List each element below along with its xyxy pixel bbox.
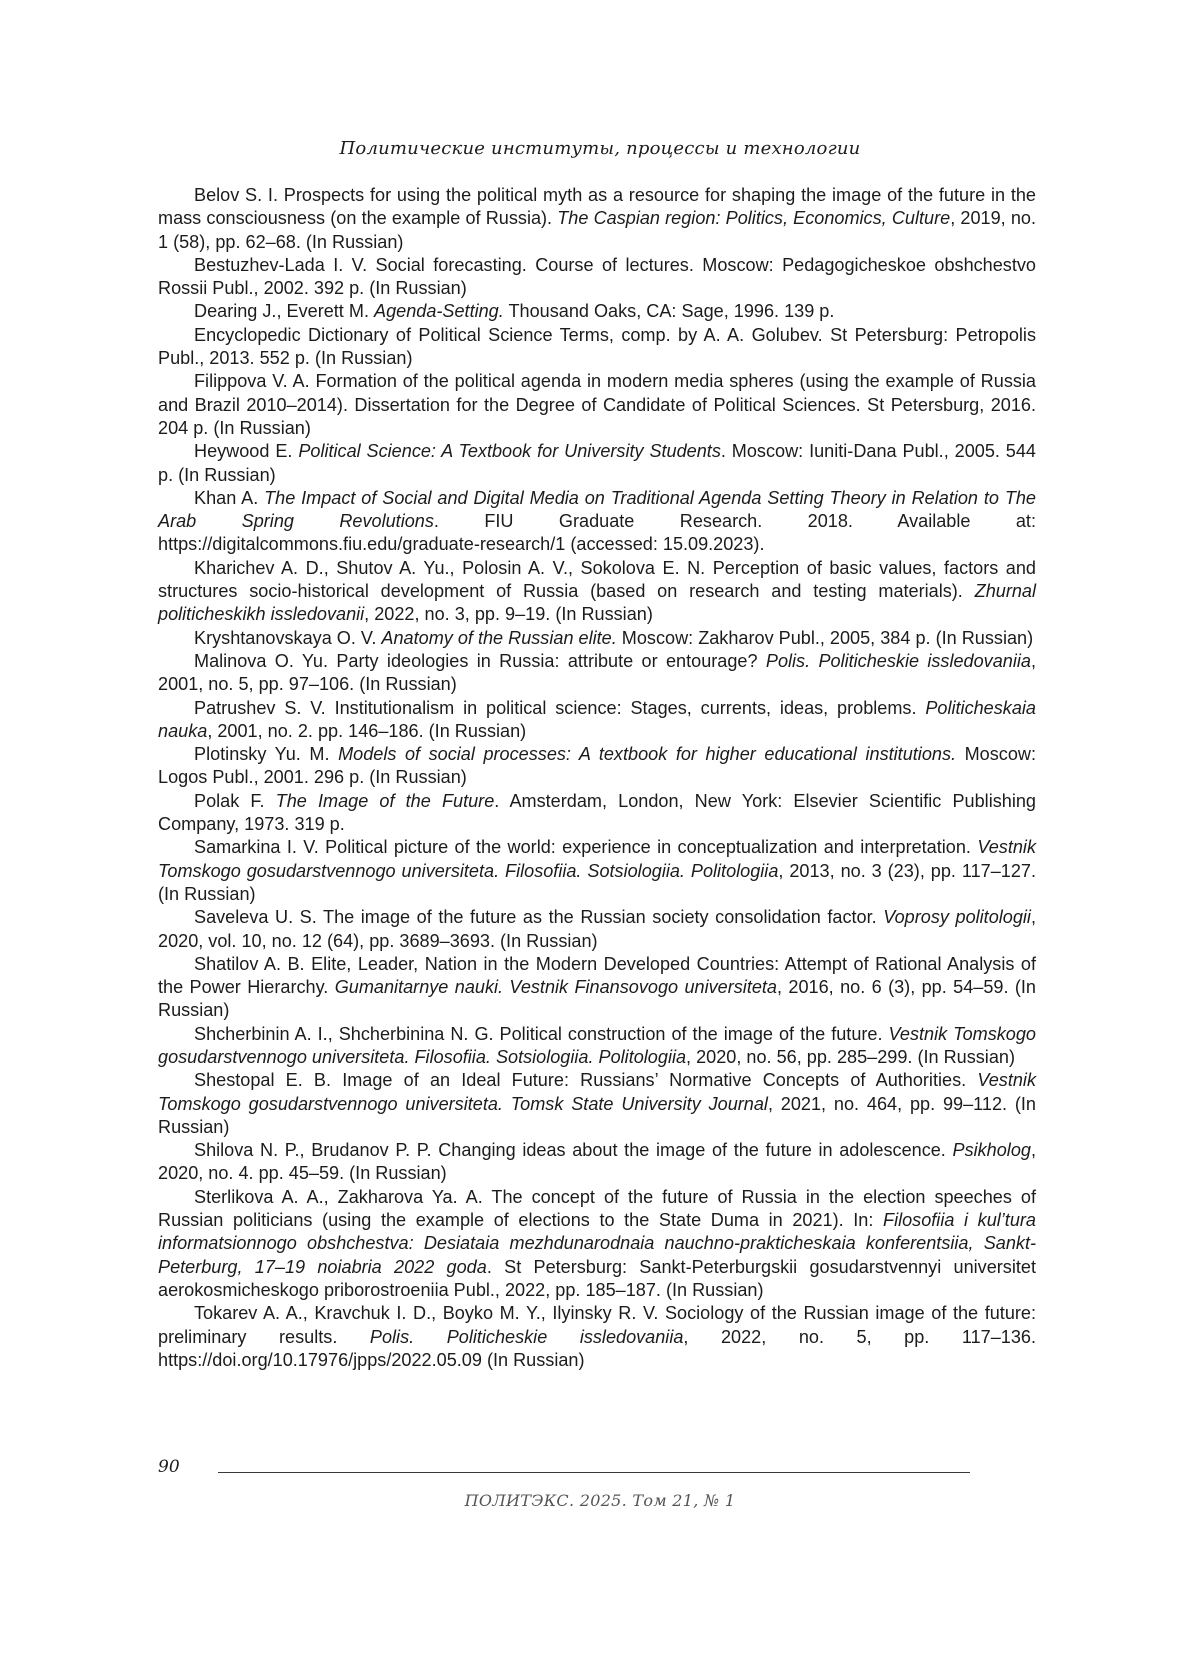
reference-title-italic: Vestnik Tomskogo gosudarstvennogo universiteta. Filosofiia. Sotsiologiia. Politologiia — [158, 1023, 1036, 1067]
reference-item — [158, 697, 1036, 744]
reference-title-italic: Zhurnal politicheskikh issledovanii — [158, 581, 1036, 625]
reference-item — [158, 953, 1036, 1023]
reference-item — [158, 1186, 1036, 1302]
reference-item — [158, 1139, 1036, 1186]
reference-text: Filippova V. A. Formation of the political agenda in modern media spheres (using the example of Russia and Brazil 2010–2014). Dissertation for the Degree of Candidate of Political Sciences. St Petersburg, 2016. 204 p. (In Russian) — [158, 371, 1036, 438]
reference-item — [158, 1023, 1036, 1070]
reference-text: Shatilov A. B. Elite, Leader, Nation in the Modern Developed Countries: Attempt of Rational Analysis of the Power Hierarchy. — [158, 953, 1036, 998]
reference-item — [158, 1302, 1036, 1372]
reference-item — [158, 906, 1036, 953]
reference-title-italic: Models of social processes: A textbook for higher educational institutions. — [338, 744, 957, 765]
reference-text: , 2022, no. 5, pp. 117–136. https://doi.org/10.17976/jpps/2022.05.09 (In Russian) — [158, 1326, 1036, 1370]
reference-title-italic: Psikholog — [952, 1140, 1031, 1161]
reference-text: Plotinsky Yu. M. — [194, 744, 339, 765]
reference-text: Encyclopedic Dictionary of Political Science Terms, comp. by A. A. Golubev. St Petersburg: Petropolis Publ., 2013. 552 p. (In Russian) — [158, 324, 1036, 369]
reference-item — [158, 370, 1036, 440]
reference-item — [158, 836, 1036, 906]
reference-title-italic: Vestnik Tomskogo gosudarstvennogo universiteta. Tomsk State University Journal — [158, 1070, 1036, 1114]
reference-text: Shcherbinin A. I., Shcherbinina N. G. Political construction of the image of the future. — [194, 1023, 889, 1044]
reference-item — [158, 324, 1036, 371]
reference-title-italic: Anatomy of the Russian elite. — [381, 627, 617, 648]
reference-text: Bestuzhev-Lada I. V. Social forecasting. Course of lectures. Moscow: Pedagogicheskoe obshchestvo Rossii Publ., 2002. 392 p. (In Russian) — [158, 254, 1036, 299]
reference-item — [158, 487, 1036, 557]
reference-title-italic: Polis. Politicheskie issledovaniia — [369, 1326, 684, 1347]
reference-text: , 2021, no. 464, pp. 99–112. (In Russian) — [158, 1093, 1036, 1137]
reference-text: , 2020, no. 56, pp. 285–299. (In Russian) — [686, 1046, 1015, 1067]
reference-text: Malinova O. Yu. Party ideologies in Russia: attribute or entourage? — [194, 650, 766, 671]
reference-text: Saveleva U. S. The image of the future as the Russian society consolidation factor. — [194, 907, 884, 928]
reference-text: Moscow: Zakharov Publ., 2005, 384 p. (In Russian) — [616, 627, 1034, 648]
reference-text: Patrushev S. V. Institutionalism in political science: Stages, currents, ideas, problems. — [194, 697, 926, 718]
reference-title-italic: Vestnik Tomskogo gosudarstvennogo universiteta. Filosofiia. Sotsiologiia. Politologiia — [158, 837, 1036, 881]
reference-title-italic: Politicheskaia nauka — [158, 697, 1036, 741]
journal-footer: ПОЛИТЭКС. 2025. Том 21, № 1 — [464, 1491, 736, 1510]
reference-item — [158, 650, 1036, 697]
reference-text: Sterlikova A. A., Zakharova Ya. A. The concept of the future of Russia in the election speeches of Russian politicians (using the example of elections to the State Duma in 2021). In: — [158, 1186, 1036, 1231]
reference-text: Polak F. — [194, 790, 276, 811]
reference-text: Heywood E. — [194, 441, 299, 462]
reference-title-italic: The Impact of Social and Digital Media on Traditional Agenda Setting Theory in Relation to The Arab Spring Revolutions — [158, 487, 1036, 532]
reference-title-italic: The Caspian region: Politics, Economics, Culture — [557, 208, 951, 229]
reference-list — [158, 184, 1036, 1372]
reference-text: Shilova N. P., Brudanov P. P. Changing ideas about the image of the future in adolescence. — [194, 1140, 953, 1161]
reference-text: , 2019, no. 1 (58), pp. 62–68. (In Russian) — [158, 208, 1036, 252]
reference-title-italic: Gumanitarnye nauki. Vestnik Finansovogo universiteta — [334, 977, 777, 998]
reference-text: . FIU Graduate Research. 2018. Available at: https://digitalcommons.fiu.edu/graduate-research/1 (accessed: 15.09.2023). — [158, 511, 1036, 555]
reference-text: , 2022, no. 3, pp. 9–19. (In Russian) — [364, 604, 653, 625]
reference-title-italic: Political Science: A Textbook for University Students — [298, 441, 721, 462]
reference-title-italic: Voprosy politologii — [883, 907, 1031, 928]
reference-item — [158, 790, 1036, 837]
reference-text: , 2020, vol. 10, no. 12 (64), pp. 3689–3693. (In Russian) — [158, 907, 1036, 951]
reference-text: , 2013, no. 3 (23), pp. 117–127. (In Russian) — [158, 860, 1036, 904]
reference-title-italic: Polis. Politicheskie issledovaniia — [765, 650, 1031, 671]
reference-item — [158, 743, 1036, 790]
footer-divider — [218, 1472, 970, 1473]
reference-text: Thousand Oaks, CA: Sage, 1996. 139 p. — [503, 301, 835, 322]
reference-text: , 2001, no. 5, pp. 97–106. (In Russian) — [158, 650, 1036, 695]
reference-text: Samarkina I. V. Political picture of the world: experience in conceptualization and interpretation. — [194, 837, 978, 858]
reference-text: Kharichev A. D., Shutov A. Yu., Polosin A. V., Sokolova E. N. Perception of basic values, factors and structures socio-historical development of Russia (based on research and testing materials). — [158, 557, 1036, 602]
reference-text: . St Petersburg: Sankt-Peterburgskii gosudarstvennyi universitet aerokosmicheskogo priborostroeniia Publ., 2022, pp. 185–187. (In Russian) — [158, 1256, 1036, 1300]
reference-text: Moscow: Logos Publ., 2001. 296 p. (In Russian) — [158, 744, 1036, 788]
reference-text: , 2020, no. 4. pp. 45–59. (In Russian) — [158, 1140, 1036, 1184]
reference-title-italic: The Image of the Future — [275, 790, 495, 811]
reference-item — [158, 1069, 1036, 1139]
page-number: 90 — [158, 1457, 180, 1477]
reference-item — [158, 440, 1036, 487]
reference-item — [158, 557, 1036, 627]
reference-text: Tokarev A. A., Kravchuk I. D., Boyko M. Y., Ilyinsky R. V. Sociology of the Russian image of the future: preliminary results. — [158, 1303, 1036, 1347]
reference-text: . Moscow: Iuniti-Dana Publ., 2005. 544 p. (In Russian) — [158, 441, 1036, 485]
reference-item — [158, 184, 1036, 254]
reference-item — [158, 300, 1036, 323]
reference-text: , 2001, no. 2. pp. 146–186. (In Russian) — [207, 720, 527, 741]
reference-title-italic: Agenda-Setting. — [374, 301, 504, 322]
reference-text: Khan A. — [194, 487, 265, 508]
reference-text: Dearing J., Everett M. — [194, 301, 374, 322]
reference-text: , 2016, no. 6 (3), pp. 54–59. (In Russian) — [158, 977, 1036, 1021]
reference-text: Shestopal E. B. Image of an Ideal Future: Russians’ Normative Concepts of Authorities. — [194, 1070, 978, 1091]
reference-text: Kryshtanovskaya O. V. — [194, 627, 382, 648]
reference-text: Belov S. I. Prospects for using the political myth as a resource for shaping the image of the future in the mass consciousness (on the example of Russia). — [158, 185, 1036, 229]
reference-text: . Amsterdam, London, New York: Elsevier Scientific Publishing Company, 1973. 319 p. — [158, 790, 1036, 835]
reference-item — [158, 627, 1036, 650]
reference-title-italic: Filosofiia i kul’tura informatsionnogo obshchestva: Desiataia mezhdunarodnaia nauchno-prakticheskaia konferentsiia, Sankt-Peterburg, 17–19 noiabria 2022 goda — [158, 1210, 1036, 1277]
running-header: Политические институты, процессы и технологии — [339, 138, 861, 159]
reference-item — [158, 254, 1036, 301]
